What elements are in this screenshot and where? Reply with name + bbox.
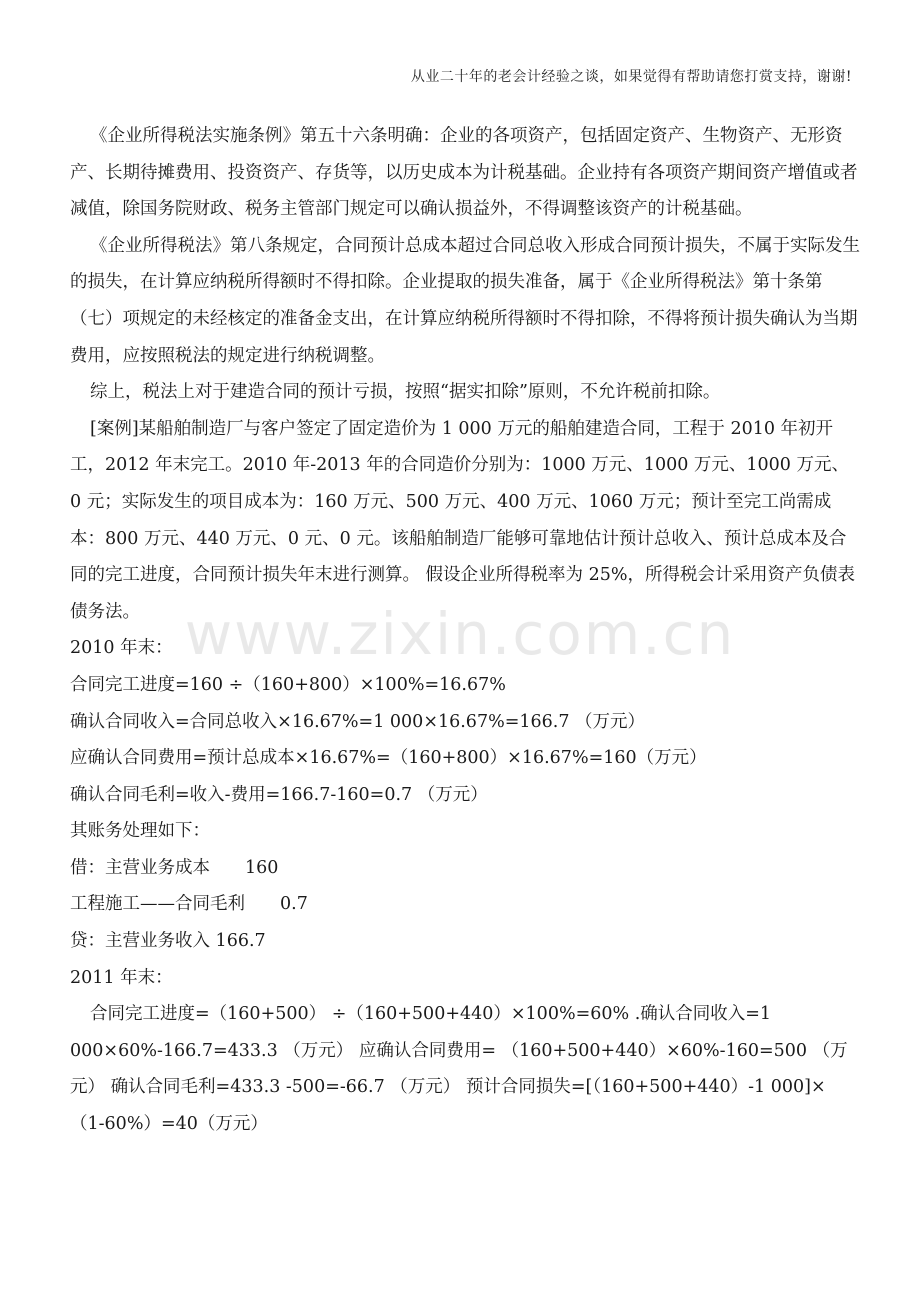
paragraph-law-article-8: 《企业所得税法》第八条规定，合同预计总成本超过合同总收入形成合同预计损失，不属于实际发生的损失，在计算应纳税所得额时不得扣除。企业提取的损失准备，属于《企业所得税法》第十条第（七）项规定的未经核定的准备金支出，在计算应纳税所得额时不得扣除，不得将预计损失确认为当期费用，应按照税法的规定进行纳税调整。 <box>70 235 860 366</box>
line-2010-revenue: 确认合同收入=合同总收入×16.67%=1 000×16.67%=166.7 （万元） <box>70 711 646 732</box>
document-body <box>70 118 860 1143</box>
line-2011-heading: 2011 年末： <box>70 967 173 988</box>
header-note: 从业二十年的老会计经验之谈，如果觉得有帮助请您打赏支持，谢谢! <box>410 69 852 85</box>
paragraph-case: [案例]某船舶制造厂与客户签定了固定造价为 1 000 万元的船舶建造合同，工程于 2010 年初开工，2012 年末完工。2010 年-2013 年的合同造价分别为：1000 万元、1000 万元、1000 万元、0 元；实际发生的项目成本为：160 万元、500 万元、400 万元、1060 万元；预计至完工尚需成本：800 万元、440 万元、0 元、0 元。该船舶制造厂能够可靠地估计预计总收入、预计总成本及合同的完工进度，合同预计损失年末进行测算。 假设企业所得税率为 25%，所得税会计采用资产负债表债务法。 <box>70 418 856 622</box>
line-journal-credit: 贷：主营业务收入 166.7 <box>70 931 266 952</box>
paragraph-summary: 综上，税法上对于建造合同的预计亏损，按照“据实扣除”原则，不允许税前扣除。 <box>90 382 721 403</box>
line-2010-progress: 合同完工进度=160 ÷（160+800）×100%=16.67% <box>70 674 506 695</box>
paragraph-regulation-56: 《企业所得税法实施条例》第五十六条明确：企业的各项资产，包括固定资产、生物资产、无形资产、长期待摊费用、投资资产、存货等，以历史成本为计税基础。企业持有各项资产期间资产增值或者减值，除国务院财政、税务主管部门规定可以确认损益外，不得调整该资产的计税基础。 <box>70 126 858 220</box>
line-2010-heading: 2010 年末： <box>70 638 173 659</box>
line-2010-gross-profit: 确认合同毛利=收入-费用=166.7-160=0.7 （万元） <box>70 784 488 805</box>
line-journal-construction: 工程施工——合同毛利 0.7 <box>70 894 308 915</box>
line-journal-debit: 借：主营业务成本 160 <box>70 857 279 878</box>
line-2010-expense: 应确认合同费用=预计总成本×16.67%=（160+800）×16.67%=160（万元） <box>70 748 707 769</box>
paragraph-2011-calculation: 合同完工进度=（160+500） ÷（160+500+440）×100%=60% .确认合同收入=1 000×60%-166.7=433.3 （万元） 应确认合同费用= （160+500+440）×60%-160=500 （万元） 确认合同毛利=433.3 -500=-66.7 （万元） 预计合同损失=[（160+500+440）-1 000]×（1-60%）=40（万元） <box>70 1004 848 1135</box>
line-journal-heading: 其账务处理如下： <box>70 821 210 842</box>
watermark: www.zixin.com.cn <box>184 600 736 668</box>
